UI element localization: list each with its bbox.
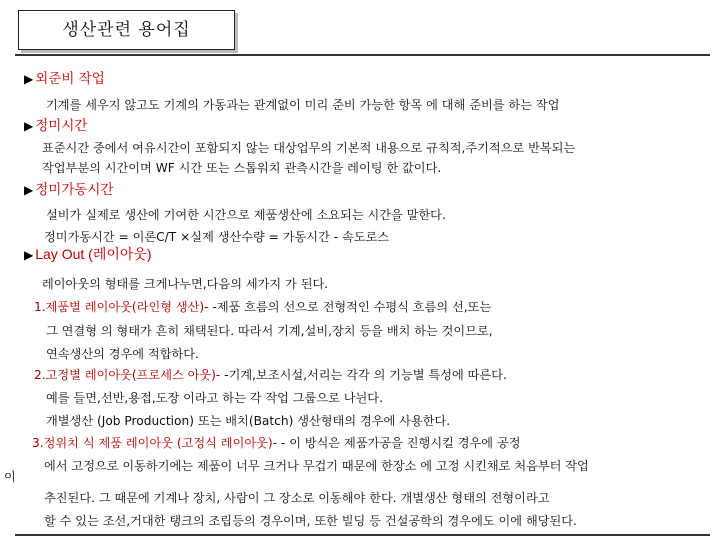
layout-item-3-cont-1: 에서 고정으로 이동하기에는 제품이 너무 크거나 무겁기 때문에 한장소 에 고정 시킨채로 처음부터 작업: [44, 459, 589, 473]
layout-item-1: [34, 298, 491, 315]
section-3-line-1: 설비가 실제로 생산에 기여한 시간으로 제품생산에 소요되는 시간을 말한다.: [46, 208, 446, 222]
layout-item-3-label: 3.정위치 식 제품 레이아웃 (고정식 레이아웃)-: [32, 436, 278, 450]
section-heading-1: ▶ 외준비 작업: [24, 71, 105, 87]
layout-item-1-cont-1: 그 연결형 의 형태가 흔히 채택된다. 따라서 기계,설비,장치 등을 배치 하는 것이므로,: [46, 324, 493, 338]
top-divider: [15, 54, 710, 56]
triangle-bullet-icon: ▶: [24, 183, 34, 197]
layout-item-1-label: 1.제품별 레이아웃(라인형 생산)-: [34, 300, 209, 314]
layout-item-3-cont-3: 추진된다. 그 때문에 기계나 장치, 사람이 그 장소로 이동해야 한다. 개별생산 형태의 전형이라고: [44, 491, 550, 505]
triangle-bullet-icon: ▶: [24, 248, 34, 262]
layout-item-3: [32, 434, 521, 451]
layout-item-2-cont-1: 예를 들면,선반,용접,도장 이라고 하는 각 작업 그룹으로 나뉜다.: [46, 391, 383, 405]
triangle-bullet-icon: ▶: [24, 72, 34, 86]
section-2-line-1: 표준시간 중에서 여유시간이 포함되지 않는 대상업무의 기본적 내용으로 규칙적,주기적으로 반복되는: [42, 141, 576, 155]
section-3-line-2: 정미가동시간 = 이론C/T ×실제 생산수량 = 가동시간 - 속도로스: [44, 230, 390, 244]
page-title: 생산관련 용어집: [62, 20, 191, 40]
layout-item-2-text: -기계,보조시설,서리는 각각 의 기능별 특성에 따른다.: [220, 368, 507, 382]
layout-item-2-cont-2: 개별생산 (Job Production) 또는 배치(Batch) 생산형태의 경우에 사용한다.: [46, 414, 451, 428]
title-box: [18, 10, 235, 50]
layout-item-3-cont-2: 이: [4, 470, 16, 484]
layout-item-3-text: - 이 방식은 제품가공을 진행시킬 경우에 공정: [277, 436, 521, 450]
section-4-intro: 레이아웃의 형태를 크게나누면,다음의 세가지 가 된다.: [42, 277, 329, 291]
section-1-line-1: 기계를 세우지 않고도 기계의 가동과는 관계없이 미리 준비 가능한 항목 에 대해 준비를 하는 작업: [46, 98, 560, 112]
layout-item-3-cont-4: 할 수 있는 조선,거대한 탱크의 조립등의 경우이며, 또한 빌딩 등 건설공학의 경우에도 이에 해당된다.: [44, 514, 577, 528]
layout-item-1-text: -제품 흐름의 선으로 전형적인 수평식 흐름의 선,또는: [208, 300, 492, 314]
layout-item-2: [34, 366, 507, 383]
layout-item-1-cont-2: 연속생산의 경우에 적합하다.: [46, 347, 199, 361]
section-heading-3: ▶ 정미가동시간: [24, 182, 114, 198]
layout-item-2-label: 2.고정별 레이아웃(프로세스 아웃)-: [34, 368, 221, 382]
bottom-divider: [15, 534, 710, 536]
triangle-bullet-icon: ▶: [24, 119, 34, 133]
section-heading-2: ▶ 정미시간: [24, 118, 88, 134]
section-2-line-2: 작업부분의 시간이며 WF 시간 또는 스톱워치 관측시간을 레이팅 한 값이다.: [42, 161, 442, 175]
section-heading-4: ▶ Lay Out (레이아웃): [24, 246, 152, 262]
